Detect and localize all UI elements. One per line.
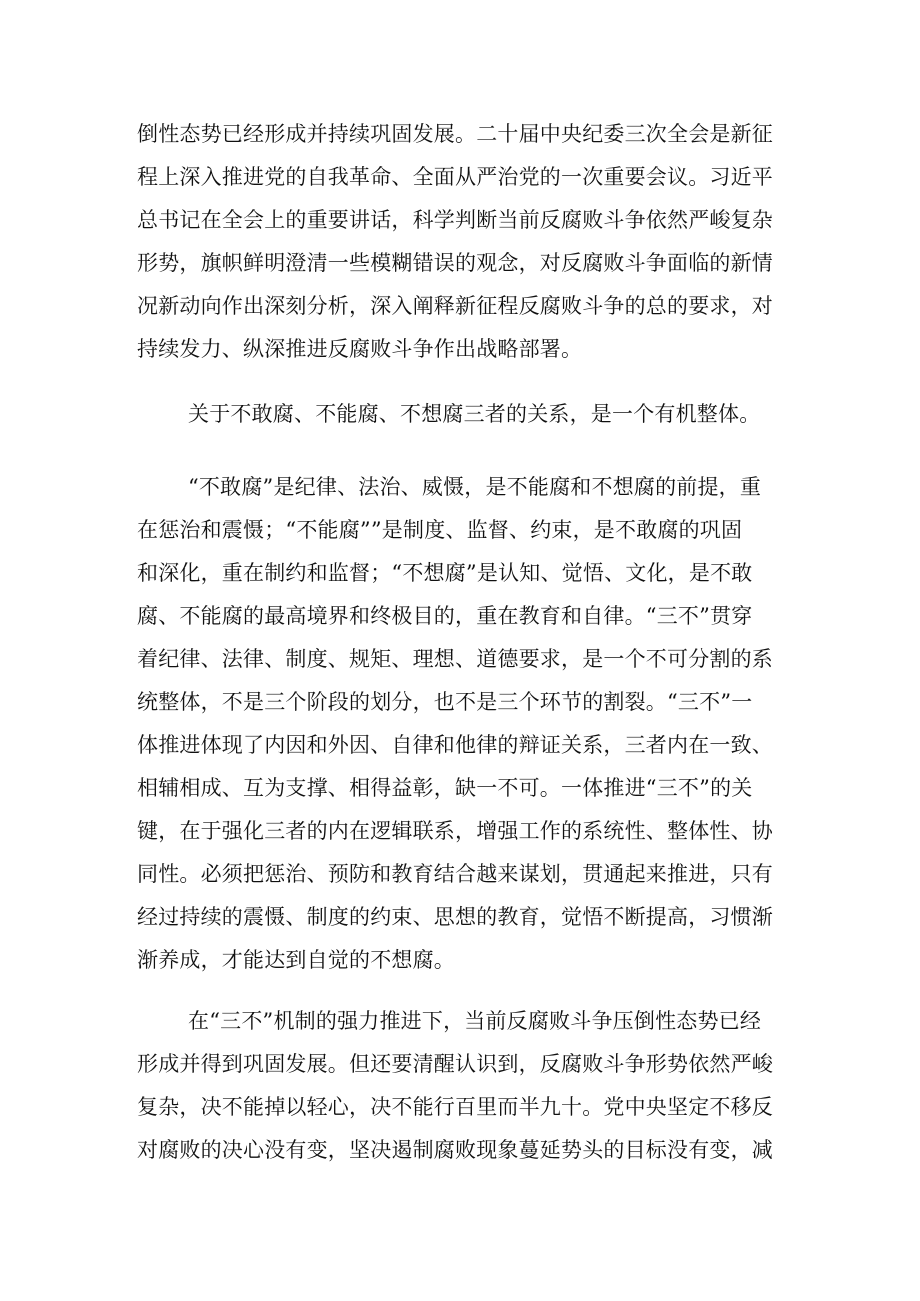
text-line: 体推进体现了内因和外因、自律和他律的辩证关系，三者内在一致、 bbox=[137, 733, 773, 757]
text-line: “不敢腐”是纪律、法治、威慑，是不能腐和不想腐的前提，重 bbox=[188, 475, 762, 499]
text-line: 关于不敢腐、不能腐、不想腐三者的关系，是一个有机整体。 bbox=[188, 402, 761, 426]
text-line: 统整体，不是三个阶段的划分，也不是三个环节的割裂。“三不”一 bbox=[137, 690, 753, 714]
text-line: 腐、不能腐的最高境界和终极目的，重在教育和自律。“三不”贯穿 bbox=[137, 604, 753, 628]
text-line: 同性。必须把惩治、预防和教育结合越来谋划，贯通起来推进，只有 bbox=[137, 862, 773, 886]
text-line: 对腐败的决心没有变，坚决遏制腐败现象蔓延势头的目标没有变，减 bbox=[137, 1138, 773, 1162]
text-line: 相辅相成、互为支撑、相得益彰，缺一不可。一体推进“三不”的关 bbox=[137, 776, 753, 800]
text-line: 在惩治和震慑；“不能腐””是制度、监督、约束，是不敢腐的巩固 bbox=[137, 518, 743, 542]
text-line: 持续发力、纵深推进反腐败斗争作出战略部署。 bbox=[137, 337, 583, 361]
text-line: 形成并得到巩固发展。但还要清醒认识到，反腐败斗争形势依然严峻 bbox=[137, 1052, 773, 1076]
text-line: 经过持续的震慑、制度的约束、思想的教育，觉悟不断提高，习惯渐 bbox=[137, 905, 773, 929]
text-line: 总书记在全会上的重要讲话，科学判断当前反腐败斗争依然严峻复杂 bbox=[137, 208, 773, 232]
paragraph-4 bbox=[137, 1000, 785, 1172]
text-line: 在“三不”机制的强力推进下，当前反腐败斗争压倒性态势已经 bbox=[188, 1009, 762, 1033]
paragraph-1 bbox=[137, 113, 785, 371]
text-line: 况新动向作出深刻分析，深入阐释新征程反腐败斗争的总的要求，对 bbox=[137, 294, 773, 318]
text-line: 形势，旗帜鲜明澄清一些模糊错误的观念，对反腐败斗争面临的新情 bbox=[137, 251, 773, 275]
text-line: 倒性态势已经形成并持续巩固发展。二十届中央纪委三次全会是新征 bbox=[137, 122, 773, 146]
paragraph-2 bbox=[137, 393, 785, 436]
text-line: 和深化，重在制约和监督；“不想腐”是认知、觉悟、文化，是不敢 bbox=[137, 561, 753, 585]
text-line: 键，在于强化三者的内在逻辑联系，增强工作的系统性、整体性、协 bbox=[137, 819, 773, 843]
text-line: 程上深入推进党的自我革命、全面从严治党的一次重要会议。习近平 bbox=[137, 165, 773, 189]
text-line: 渐养成，才能达到自觉的不想腐。 bbox=[137, 948, 455, 972]
text-line: 复杂，决不能掉以轻心，决不能行百里而半九十。党中央坚定不移反 bbox=[137, 1095, 773, 1119]
text-line: 着纪律、法律、制度、规矩、理想、道德要求，是一个不可分割的系 bbox=[137, 647, 773, 671]
paragraph-3 bbox=[137, 466, 785, 982]
